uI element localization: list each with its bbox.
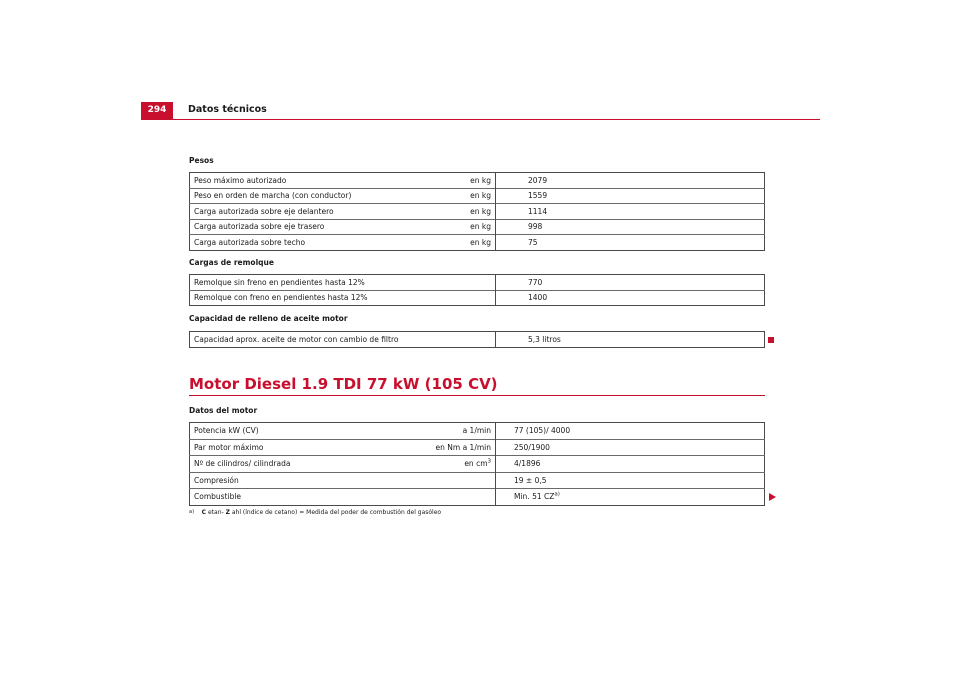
table-row [190, 290, 765, 306]
row-value: 75 [496, 235, 765, 251]
row-value: 19 ± 0,5 [496, 472, 765, 489]
row-unit [420, 290, 496, 306]
row-unit: en Nm a 1/min [420, 439, 496, 456]
table-row [190, 173, 765, 189]
pesos-table [189, 172, 765, 251]
footnote-text-1: etan- [206, 509, 226, 516]
row-label: Peso máximo autorizado [194, 175, 287, 185]
row-unit [420, 332, 496, 348]
unit-superscript: 3 [487, 458, 491, 465]
row-value: 2079 [528, 175, 548, 185]
row-unit: a 1/min [420, 423, 496, 440]
row-value [496, 489, 765, 506]
value-text: Min. 51 CZ [514, 492, 555, 502]
table-row [190, 332, 765, 348]
chapter-title: Datos técnicos [188, 104, 267, 115]
footnote-letter-c: C [201, 509, 207, 516]
row-value: 250/1900 [496, 439, 765, 456]
unit-text: en cm [464, 459, 488, 469]
row-unit: en kg [420, 235, 496, 251]
aceite-table [189, 331, 765, 348]
table-row [190, 219, 765, 235]
row-unit [420, 456, 496, 473]
motor-heading: Motor Diesel 1.9 TDI 77 kW (105 CV) [189, 374, 765, 396]
row-label: Par motor máximo [190, 439, 421, 456]
row-label: Potencia kW (CV) [194, 426, 259, 436]
section-title-pesos: Pesos [189, 156, 214, 165]
footnote-letter-z: Z [225, 509, 230, 516]
row-label: Peso en orden de marcha (con conductor) [190, 188, 421, 204]
row-value: 5,3 litros [528, 334, 561, 344]
section-title-aceite: Capacidad de relleno de aceite motor [189, 314, 348, 323]
row-unit [420, 472, 496, 489]
row-value: 998 [496, 219, 765, 235]
row-label: Combustible [190, 489, 421, 506]
row-value: 770 [528, 277, 543, 287]
table-row [190, 472, 765, 489]
footnote [189, 508, 441, 517]
footnote-text-2: ahl (índice de cetano) = Medida del poder de combustión del gasóleo [229, 509, 442, 516]
table-row [190, 275, 765, 291]
row-label: Compresión [190, 472, 421, 489]
table-row [190, 489, 765, 506]
motor-table [189, 422, 765, 506]
table-row [190, 235, 765, 251]
row-label: Remolque con freno en pendientes hasta 12% [190, 290, 421, 306]
row-label: Carga autorizada sobre eje trasero [190, 219, 421, 235]
table-row [190, 439, 765, 456]
row-label: Remolque sin freno en pendientes hasta 12% [194, 277, 365, 287]
row-unit [420, 489, 496, 506]
row-value: 4/1896 [496, 456, 765, 473]
red-square-end-icon [768, 337, 774, 343]
section-title-motor: Datos del motor [189, 406, 258, 415]
row-unit: en kg [420, 188, 496, 204]
row-unit [420, 275, 496, 291]
red-triangle-continue-icon [769, 493, 776, 501]
row-value: 77 (105)/ 4000 [514, 426, 571, 436]
table-row [190, 204, 765, 220]
row-label: Capacidad aprox. aceite de motor con cambio de filtro [194, 334, 399, 344]
row-unit: en kg [420, 219, 496, 235]
footnote-marker: a) [189, 509, 195, 515]
section-title-remolque: Cargas de remolque [189, 258, 274, 267]
row-value: 1559 [496, 188, 765, 204]
row-label: Carga autorizada sobre techo [190, 235, 421, 251]
footnote-ref: a) [554, 491, 560, 498]
page-number: 294 [141, 102, 173, 119]
table-row [190, 188, 765, 204]
row-unit: en kg [420, 204, 496, 220]
table-row [190, 456, 765, 473]
row-value: 1114 [496, 204, 765, 220]
row-value: 1400 [496, 290, 765, 306]
row-unit: en kg [420, 173, 496, 189]
row-label: Carga autorizada sobre eje delantero [190, 204, 421, 220]
table-row [190, 423, 765, 440]
remolque-table [189, 274, 765, 306]
page-header [141, 102, 820, 120]
row-label: Nº de cilindros/ cilindrada [190, 456, 421, 473]
